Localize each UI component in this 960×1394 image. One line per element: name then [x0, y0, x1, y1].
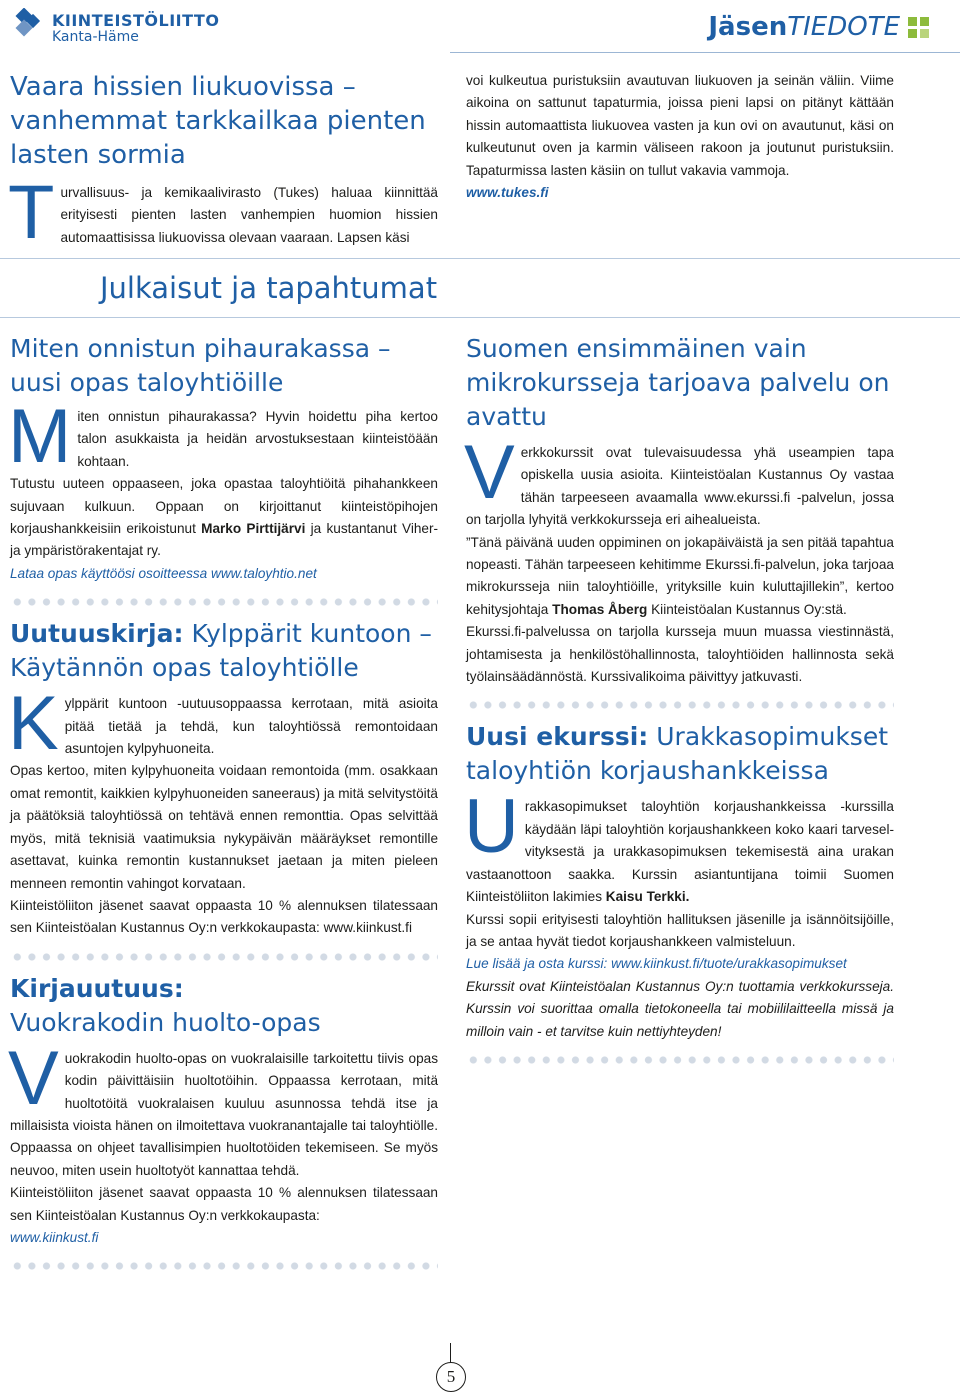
taloyhtio-link[interactable]: Lataa opas käyttöösi osoitteessa www.taloyhtio.net — [10, 565, 317, 581]
section-title: Julkaisut ja tapahtumat — [100, 271, 438, 305]
dotted-divider — [10, 1261, 438, 1271]
article-body: Ekurssi.fi-palvelussa on tarjolla kursseja muun muassa viestinnästä, johtamisesta ja henkilöstöhallinnosta, taloyhtiöiden hallinnosta sekä työlainsäädännöstä. Kurssivalikoima päivittyy jatkuvasti. — [466, 624, 894, 685]
article-urakka — [466, 720, 894, 1042]
urakkasopimukset-link[interactable]: Lue lisää ja osta kurssi: www.kiinkust.fi/tuote/urakkasopimukset — [466, 956, 847, 972]
dotted-divider — [10, 597, 438, 607]
logo-line2: Kanta-Häme — [52, 29, 139, 45]
dropcap: T — [8, 170, 55, 255]
publication-mark-icon — [908, 17, 930, 39]
article-piha — [10, 332, 438, 585]
header-rule — [450, 52, 960, 53]
article-title: Uutuuskirja: Kylppärit kuntoon – Käytännön opas taloyhtiölle — [10, 619, 432, 683]
dropcap: U — [464, 784, 519, 870]
lawyer-name: Kaisu Terkki. — [605, 889, 690, 905]
dotted-divider — [466, 700, 894, 710]
article-body: Verkkokurssit ovat tulevaisuudessa yhä useampien tapa opiskella uusia asioita. Kiinteistöalan Kustannus Oy vastaa tähän tarpeeseen avaamalla www.ekurssi.fi -palvelun, jossa on tarjolla lyhyitä verkkokursseja eri aihealueista. — [464, 430, 894, 528]
article-vuokrakodin — [10, 972, 438, 1250]
article-title: Kirjauutuus: Vuokrakodin huolto-opas — [10, 973, 321, 1037]
article-body: Turvallisuus- ja kemikaalivirasto (Tukes) haluaa kiinnittää erityisesti pienten lasten vanhempien huomion hissien automaattisissa liukuovissa olevaan vaaraan. Lapsen käsi — [8, 170, 438, 255]
right-column — [466, 332, 894, 1065]
logo-line1: KIINTEISTÖLIITTO — [52, 11, 220, 30]
article-body: Opas kertoo, miten kylpyhuoneita voidaan remontoida (mm. osakkaan omat remontit, kaikkien kylpyhuoneiden saneeraus) ja mitä selvitystöitä ja päätöksiä taloyhtiössä on tehtävä ennen remonttia. Opas selvittää myös, mitä teknisiä vaatimuksia nykypäivän määräykset remontille asettavat, kuinka remontin kustannukset jaetaan ja miten pieleen menneen remontin vahingot korvataan. — [10, 763, 438, 891]
article-title: Suomen ensimmäinen vain mikrokursseja tarjoava palvelu on avattu — [466, 334, 890, 431]
author-name: Marko Pirttijärvi — [201, 521, 306, 537]
article-body: Kiinteistöliiton jäsenet saavat oppaasta 10 % alennuksen tilatessaan sen Kiinteistöalan Kustannus Oy:n verkkokaupasta: www.kiinkust.fi — [10, 1185, 438, 1245]
page-number: 5 — [436, 1362, 466, 1392]
article-body: Vuokrakodin huolto-opas on vuokralaisille tarkoitettu tiivis opas kodin päivittäisiin huoltotöihin. Oppaassa kerrotaan, mitä huoltotöitä vuokralaisen kuuluu asunnossa tehdä itse ja millaisista vioista hänen on ilmoitettava vuokranantajalle tai taloyhtiölle. Oppaassa on ohjeet tavallisimpien huoltotöiden tekemiseen. Se myös neuvoo, miten usein huoltotyöt kannattaa tehdä. — [8, 1035, 438, 1178]
article-body: Urakkasopimukset taloyhtiön korjaushankkeissa -kurssilla käydään läpi taloyhtiön korjaushankkeen koko kaari tarveselvityksestä ja urakkasopimuksen tekemisestä aina urakan vastaanottoon saakka. Kurssin asiantuntijana toimii Suomen Kiinteistöliiton lakimies Kaisu Terkki. — [464, 784, 894, 905]
dropcap: M — [8, 394, 72, 479]
article-body: Kylppärit kuntoon -uutuusoppaassa kerrotaan, mitä asioita pitää tietää ja tehdä, kun taloyhtiössä remontoidaan asuntojen kylpyhuoneita. — [8, 681, 438, 767]
article-title: Miten onnistun pihaurakassa – uusi opas taloyhtiöille — [10, 334, 391, 397]
dotted-divider — [466, 1055, 894, 1065]
article-body: Tutustu uuteen oppaaseen, joka opastaa taloyhtiöitä pihahankkeen sujuvaan kulkuun. Oppaan on kirjoittanut kiinteistöpihojen korjaushankkeisiin erikoistunut Marko Pirttijärvi ja kustantanut Viher- ja ympäristörakentajat ry. — [10, 476, 439, 559]
article-title: Uusi ekurssi: Urakkasopimukset taloyhtiön korjaushankkeissa — [466, 722, 889, 786]
section-band — [0, 258, 960, 318]
article-body: Kiinteistöliiton jäsenet saavat oppaasta 10 % alennuksen tilatessaan sen Kiinteistöalan Kustannus Oy:n verkkokaupasta: www.kiinkust.fi — [10, 897, 438, 936]
tukes-link[interactable]: www.tukes.fi — [466, 185, 549, 201]
article-body: voi kulkeutua puristuksiin avautuvan liukuoven ja seinän väliin. Viime aikoina on sattunut tapaturmia, joissa pieni lapsi on pitänyt kättään hissin automaattista liukuovea vasten ja kun ovi on avautunut, käsi on kulkeutunut oven ja karmin väliseen rakoon ja joutunut puristuksiin. Tapaturmissa lasten käsiin on tullut vakavia vammoja. www.tukes.fi — [466, 73, 894, 201]
dropcap: V — [8, 1035, 59, 1121]
publication-title: JäsenTIEDOTE — [708, 12, 900, 42]
page-number-connector — [450, 1343, 451, 1363]
article-ekurssi-palvelu — [466, 332, 894, 688]
left-column — [10, 332, 438, 1271]
article-hissit-continued — [466, 70, 894, 204]
article-hissit — [8, 70, 438, 255]
article-note: Ekurssit ovat Kiinteistöalan Kustannus Oy:n tuottamia verkkokursseja. Kurssin voi suorittaa omalla tietokoneella tai mobiililaitteella missä ja milloin vain - et tarvitse kuin nettiyhteyden! — [466, 978, 894, 1039]
dropcap: V — [464, 430, 515, 515]
dotted-divider — [10, 952, 438, 962]
article-body: Miten onnistun pihaurakassa? Hyvin hoidettu piha kertoo talon asukkaista ja heidän arvostuksestaan kiinteistöään kohtaan. — [8, 394, 438, 479]
article-body: Kurssi sopii erityisesti taloyhtiön hallituksen jäsenille ja isännöitsijöille, ja se antaa hyvät tiedot korjaushankkeen valmisteluun. — [466, 911, 894, 949]
page-header — [0, 0, 960, 56]
logo-diamond-icon — [10, 8, 44, 42]
article-kylpparit — [10, 617, 438, 939]
kiinkust-link[interactable]: www.kiinkust.fi — [10, 1229, 99, 1245]
dropcap: K — [8, 681, 59, 767]
article-body: ”Tänä päivänä uuden oppiminen on jokapäiväistä ja sen pitää tapahtua nopeasti. Tähän tarpeeseen kehitimme Ekurssi.fi-palvelun, joka tarjoaa mikrokursseja niin taloyhtiöille, yrityksille kuin kuluttajillekin”, kertoo kehitysjohtaja Thomas Åberg Kiinteistöalan Kustannus Oy:stä. — [466, 534, 894, 617]
person-name: Thomas Åberg — [552, 601, 648, 617]
kiinteistoliitto-logo — [8, 6, 220, 46]
article-title: Vaara hissien liukuovissa – vanhemmat tarkkailkaa pienten lasten sormia — [10, 72, 426, 170]
